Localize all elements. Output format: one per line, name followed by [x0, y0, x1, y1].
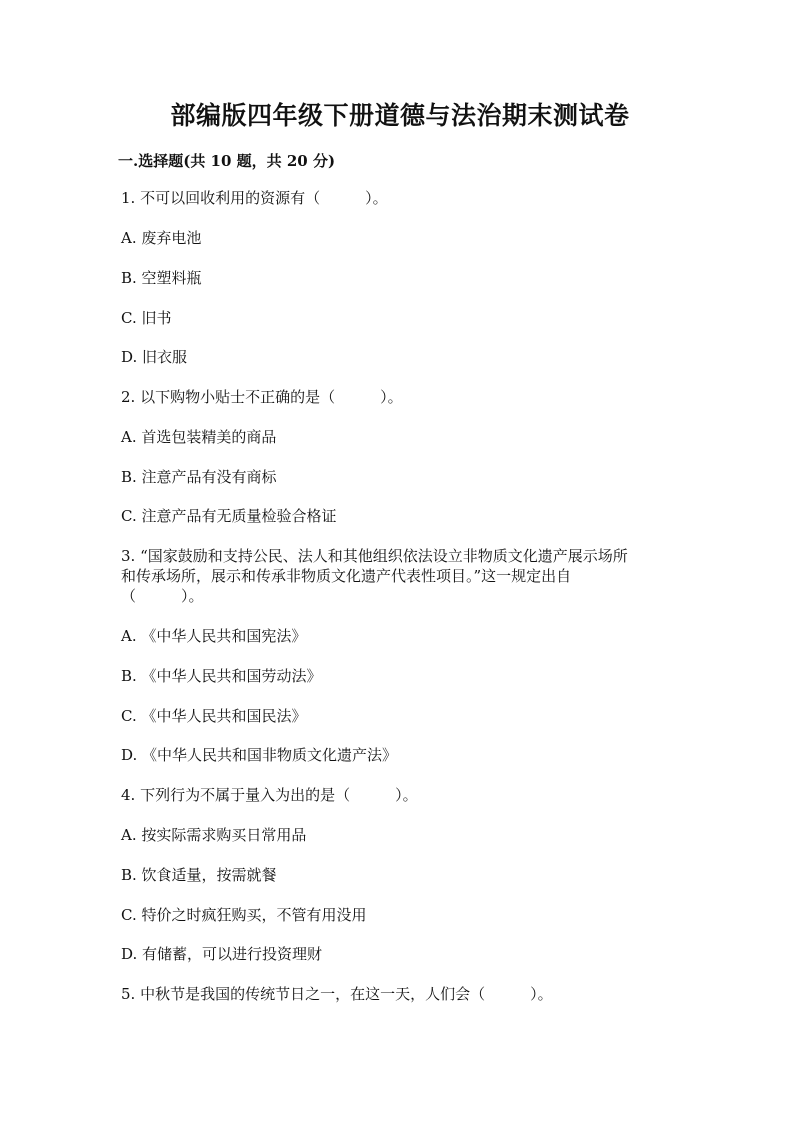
- q3-stem-line-1: 3. “国家鼓励和支持公民、法人和其他组织依法设立非物质文化遗产展示场所: [121, 547, 628, 565]
- question-stem-2: 2. 以下购物小贴士不正确的是（ ）。: [121, 388, 403, 406]
- q4-option-b: B. 饮食适量，按需就餐: [121, 866, 277, 884]
- question-stem-1: 1. 不可以回收利用的资源有（ ）。: [121, 189, 388, 207]
- q3-stem-line-3: （ ）。: [121, 587, 204, 605]
- section-header: 一.选择题(共 10 题，共 20 分): [118, 152, 336, 170]
- q1-option-a: A. 废弃电池: [121, 229, 202, 247]
- q4-option-d: D. 有储蓄，可以进行投资理财: [121, 945, 323, 963]
- q2-option-b: B. 注意产品有没有商标: [121, 468, 277, 486]
- q3-option-c: C. 《中华人民共和国民法》: [121, 707, 307, 725]
- question-stem-4: 4. 下列行为不属于量入为出的是（ ）。: [121, 786, 418, 804]
- q1-option-b: B. 空塑料瓶: [121, 269, 202, 287]
- q4-option-a: A. 按实际需求购买日常用品: [121, 826, 307, 844]
- q3-option-b: B. 《中华人民共和国劳动法》: [121, 667, 322, 685]
- page-title: 部编版四年级下册道德与法治期末测试卷: [170, 101, 630, 130]
- q3-option-d: D. 《中华人民共和国非物质文化遗产法》: [121, 746, 398, 764]
- q2-option-a: A. 首选包装精美的商品: [121, 428, 277, 446]
- q1-option-c: C. 旧书: [121, 309, 172, 327]
- q3-option-a: A. 《中华人民共和国宪法》: [121, 627, 307, 645]
- question-stem-3: [121, 546, 691, 606]
- question-stem-5: 5. 中秋节是我国的传统节日之一，在这一天，人们会（ ）。: [121, 985, 553, 1003]
- q3-stem-line-2: 和传承场所，展示和传承非物质文化遗产代表性项目。”这一规定出自: [121, 567, 572, 585]
- q2-option-c: C. 注意产品有无质量检验合格证: [121, 507, 337, 525]
- q1-option-d: D. 旧衣服: [121, 348, 188, 366]
- q4-option-c: C. 特价之时疯狂购买，不管有用没用: [121, 906, 367, 924]
